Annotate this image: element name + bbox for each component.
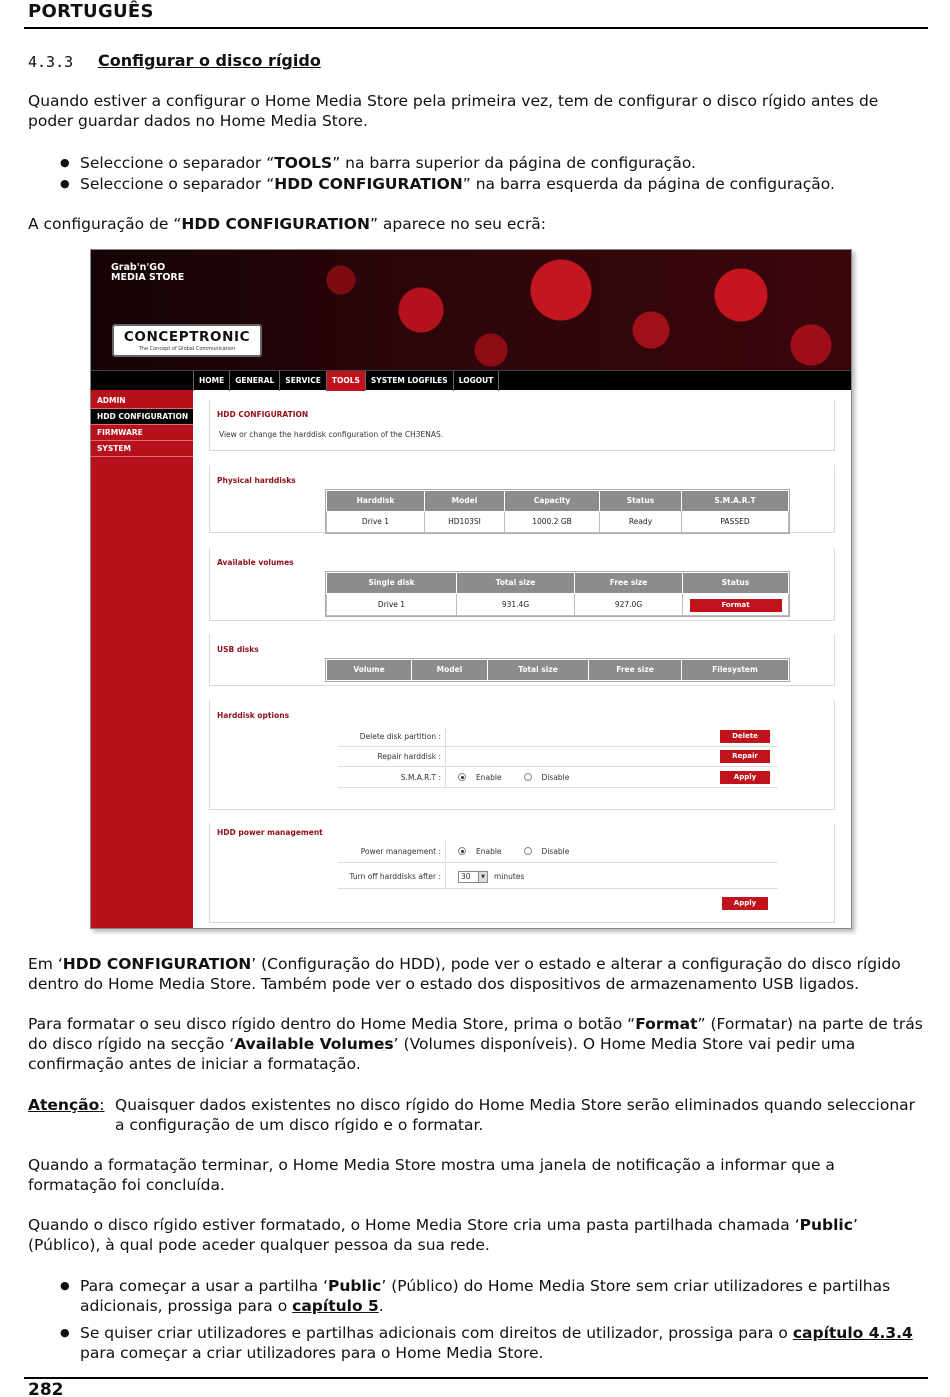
available-volumes-table <box>326 572 789 616</box>
footer-rule <box>24 1377 928 1379</box>
hdd-configuration-screenshot <box>90 249 852 929</box>
panel-title: Harddisk options <box>217 711 290 720</box>
column-header: Model <box>425 491 505 512</box>
hdd-power-management-panel <box>209 823 835 923</box>
column-header: Free size <box>575 573 683 594</box>
turn-off-row <box>338 865 778 889</box>
physical-harddisks-panel <box>209 465 835 533</box>
repair-harddisk-row <box>338 747 778 767</box>
smart-label: S.M.A.R.T : <box>338 768 446 788</box>
column-header: Total size <box>488 660 589 681</box>
sidebar-item-system[interactable]: SYSTEM <box>91 441 193 457</box>
tab-service[interactable]: SERVICE <box>280 371 327 391</box>
table-row <box>327 512 789 533</box>
column-header: Status <box>683 573 789 594</box>
page-number: 282 <box>28 1380 64 1397</box>
table-cell: Drive 1 <box>327 512 425 533</box>
section-title: Configurar o disco rígido <box>98 51 321 70</box>
table-header-row <box>327 573 789 594</box>
power-enable-radio[interactable] <box>458 847 466 855</box>
panel-title: HDD CONFIGURATION <box>217 410 309 419</box>
chapter-5-link[interactable]: capítulo 5 <box>292 1297 379 1315</box>
radio-label: Disable <box>541 847 570 856</box>
header-rule <box>24 27 928 29</box>
tab-logout[interactable]: LOGOUT <box>454 371 500 391</box>
power-radio-group <box>458 841 569 863</box>
tab-home[interactable]: HOME <box>194 371 230 391</box>
table-cell: 931.4G <box>457 594 575 616</box>
page-header-language: PORTUGUÊS <box>28 1 154 22</box>
column-header: Status <box>600 491 682 512</box>
appears-paragraph: A configuração de “HDD CONFIGURATION” aparece no seu ecrã: <box>28 215 547 233</box>
paragraph-format-complete: Quando a formatação terminar, o Home Media Store mostra uma janela de notificação a informar que a formatação foi concluída. <box>28 1156 835 1194</box>
paragraph-format: Para formatar o seu disco rígido dentro do Home Media Store, prima o botão “Format” (Formatar) na parte de trás do disco rígido na secção ‘Available Volumes’ (Volumes disponíveis). O Home Media Store vai pedir uma confirmação antes de iniciar a formatação. <box>28 1015 923 1073</box>
tab-tools[interactable]: TOOLS <box>327 371 366 391</box>
delete-partition-label: Delete disk partition : <box>338 727 446 747</box>
radio-label: Enable <box>476 773 502 782</box>
table-row <box>327 594 789 616</box>
panel-title: Physical harddisks <box>217 476 296 485</box>
warning-label: Atenção: <box>28 1096 105 1114</box>
list-item: ● Para começar a usar a partilha ‘Public’ (Público) do Home Media Store sem criar utilizadores e partilhas adicionais, prossiga para o capítulo 5. <box>60 1276 920 1316</box>
column-header: S.M.A.R.T <box>682 491 789 512</box>
table-cell: 927.0G <box>575 594 683 616</box>
smart-row <box>338 768 778 788</box>
chevron-down-icon: ▼ <box>478 872 487 882</box>
sidebar-item-admin[interactable]: ADMIN <box>91 393 193 409</box>
power-disable-radio[interactable] <box>524 847 532 855</box>
column-header: Total size <box>457 573 575 594</box>
smart-apply-button[interactable]: Apply <box>720 771 770 784</box>
column-header: Harddisk <box>327 491 425 512</box>
column-header: Model <box>412 660 488 681</box>
panel-title: HDD power management <box>217 828 323 837</box>
radio-label: Enable <box>476 847 502 856</box>
top-nav <box>91 370 851 390</box>
column-header: Single disk <box>327 573 457 594</box>
panel-title: USB disks <box>217 645 259 654</box>
banner <box>91 250 851 370</box>
usb-disks-table <box>326 659 789 681</box>
delete-partition-row <box>338 727 778 747</box>
column-header: Volume <box>327 660 412 681</box>
warning-text: Quaisquer dados existentes no disco rígido do Home Media Store serão eliminados quando seleccionar a configuração de um disco rígido e o formatar. <box>115 1096 916 1134</box>
column-header: Capacity <box>505 491 600 512</box>
next-steps-list <box>60 1276 920 1363</box>
brand-product-name: Grab'n'GO MEDIA STORE <box>111 262 185 283</box>
power-management-row <box>338 841 778 863</box>
hdd-config-panel <box>209 400 835 451</box>
column-header: Free size <box>589 660 682 681</box>
table-cell <box>683 594 789 616</box>
panel-description: View or change the harddisk configuration of the CH3ENAS. <box>219 430 444 439</box>
paragraph-hdd-configuration: Em ‘HDD CONFIGURATION’ (Configuração do HDD), pode ver o estado e alterar a configuração do disco rígido dentro do Home Media Store. Também pode ver o estado dos dispositivos de armazenamento USB ligados. <box>28 955 901 993</box>
turn-off-label: Turn off harddisks after : <box>338 865 446 889</box>
smart-radio-group <box>458 768 569 788</box>
steps-list <box>60 153 920 194</box>
physical-harddisks-table <box>326 490 789 533</box>
delete-button[interactable]: Delete <box>720 730 770 743</box>
smart-enable-radio[interactable] <box>458 773 466 781</box>
usb-disks-panel <box>209 634 835 686</box>
status-ready: Ready <box>600 512 682 533</box>
tab-general[interactable]: GENERAL <box>230 371 280 391</box>
table-cell: HD103SI <box>425 512 505 533</box>
column-header: Filesystem <box>682 660 789 681</box>
table-header-row <box>327 660 789 681</box>
minutes-unit: minutes <box>494 872 525 881</box>
smart-disable-radio[interactable] <box>524 773 532 781</box>
paragraph-public-share: Quando o disco rígido estiver formatado, o Home Media Store cria uma pasta partilhada chamada ‘Public’ (Público), à qual pode aceder qualquer pessoa da sua rede. <box>28 1216 858 1254</box>
harddisk-options-panel <box>209 700 835 810</box>
minutes-select[interactable] <box>458 871 488 883</box>
minutes-value: 30 <box>461 872 471 881</box>
repair-button[interactable]: Repair <box>720 750 770 763</box>
intro-paragraph: Quando estiver a configurar o Home Media Store pela primeira vez, tem de configurar o disco rígido antes de poder guardar dados no Home Media Store. <box>28 92 879 130</box>
section-number: 4.3.3 <box>28 53 74 71</box>
sidebar-item-firmware[interactable]: FIRMWARE <box>91 425 193 441</box>
radio-label: Disable <box>541 773 570 782</box>
panel-title: Available volumes <box>217 558 294 567</box>
table-cell: 1000.2 GB <box>505 512 600 533</box>
table-cell: Drive 1 <box>327 594 457 616</box>
power-apply-button[interactable]: Apply <box>722 897 768 910</box>
table-header-row <box>327 491 789 512</box>
conceptronic-logo: CONCEPTRONIC The Concept of Global Communication <box>112 324 262 357</box>
list-item: ● Seleccione o separador “HDD CONFIGURATION” na barra esquerda da página de configuração. <box>60 174 920 194</box>
tab-system-logfiles[interactable]: SYSTEM LOGFILES <box>366 371 454 391</box>
list-item: ● Seleccione o separador “TOOLS” na barra superior da página de configuração. <box>60 153 920 173</box>
sidebar-item-hdd-configuration[interactable]: HDD CONFIGURATION <box>91 409 193 425</box>
chapter-4-3-4-link[interactable]: capítulo 4.3.4 <box>792 1324 913 1342</box>
list-item: ● Se quiser criar utilizadores e partilhas adicionais com direitos de utilizador, prossiga para o capítulo 4.3.4 para começar a criar utilizadores para o Home Media Store. <box>60 1323 920 1363</box>
sidebar <box>91 390 193 929</box>
power-management-label: Power management : <box>338 841 446 863</box>
available-volumes-panel <box>209 548 835 621</box>
table-cell: PASSED <box>682 512 789 533</box>
turn-off-control <box>458 865 524 889</box>
repair-harddisk-label: Repair harddisk : <box>338 747 446 767</box>
format-button[interactable]: Format <box>690 599 782 612</box>
